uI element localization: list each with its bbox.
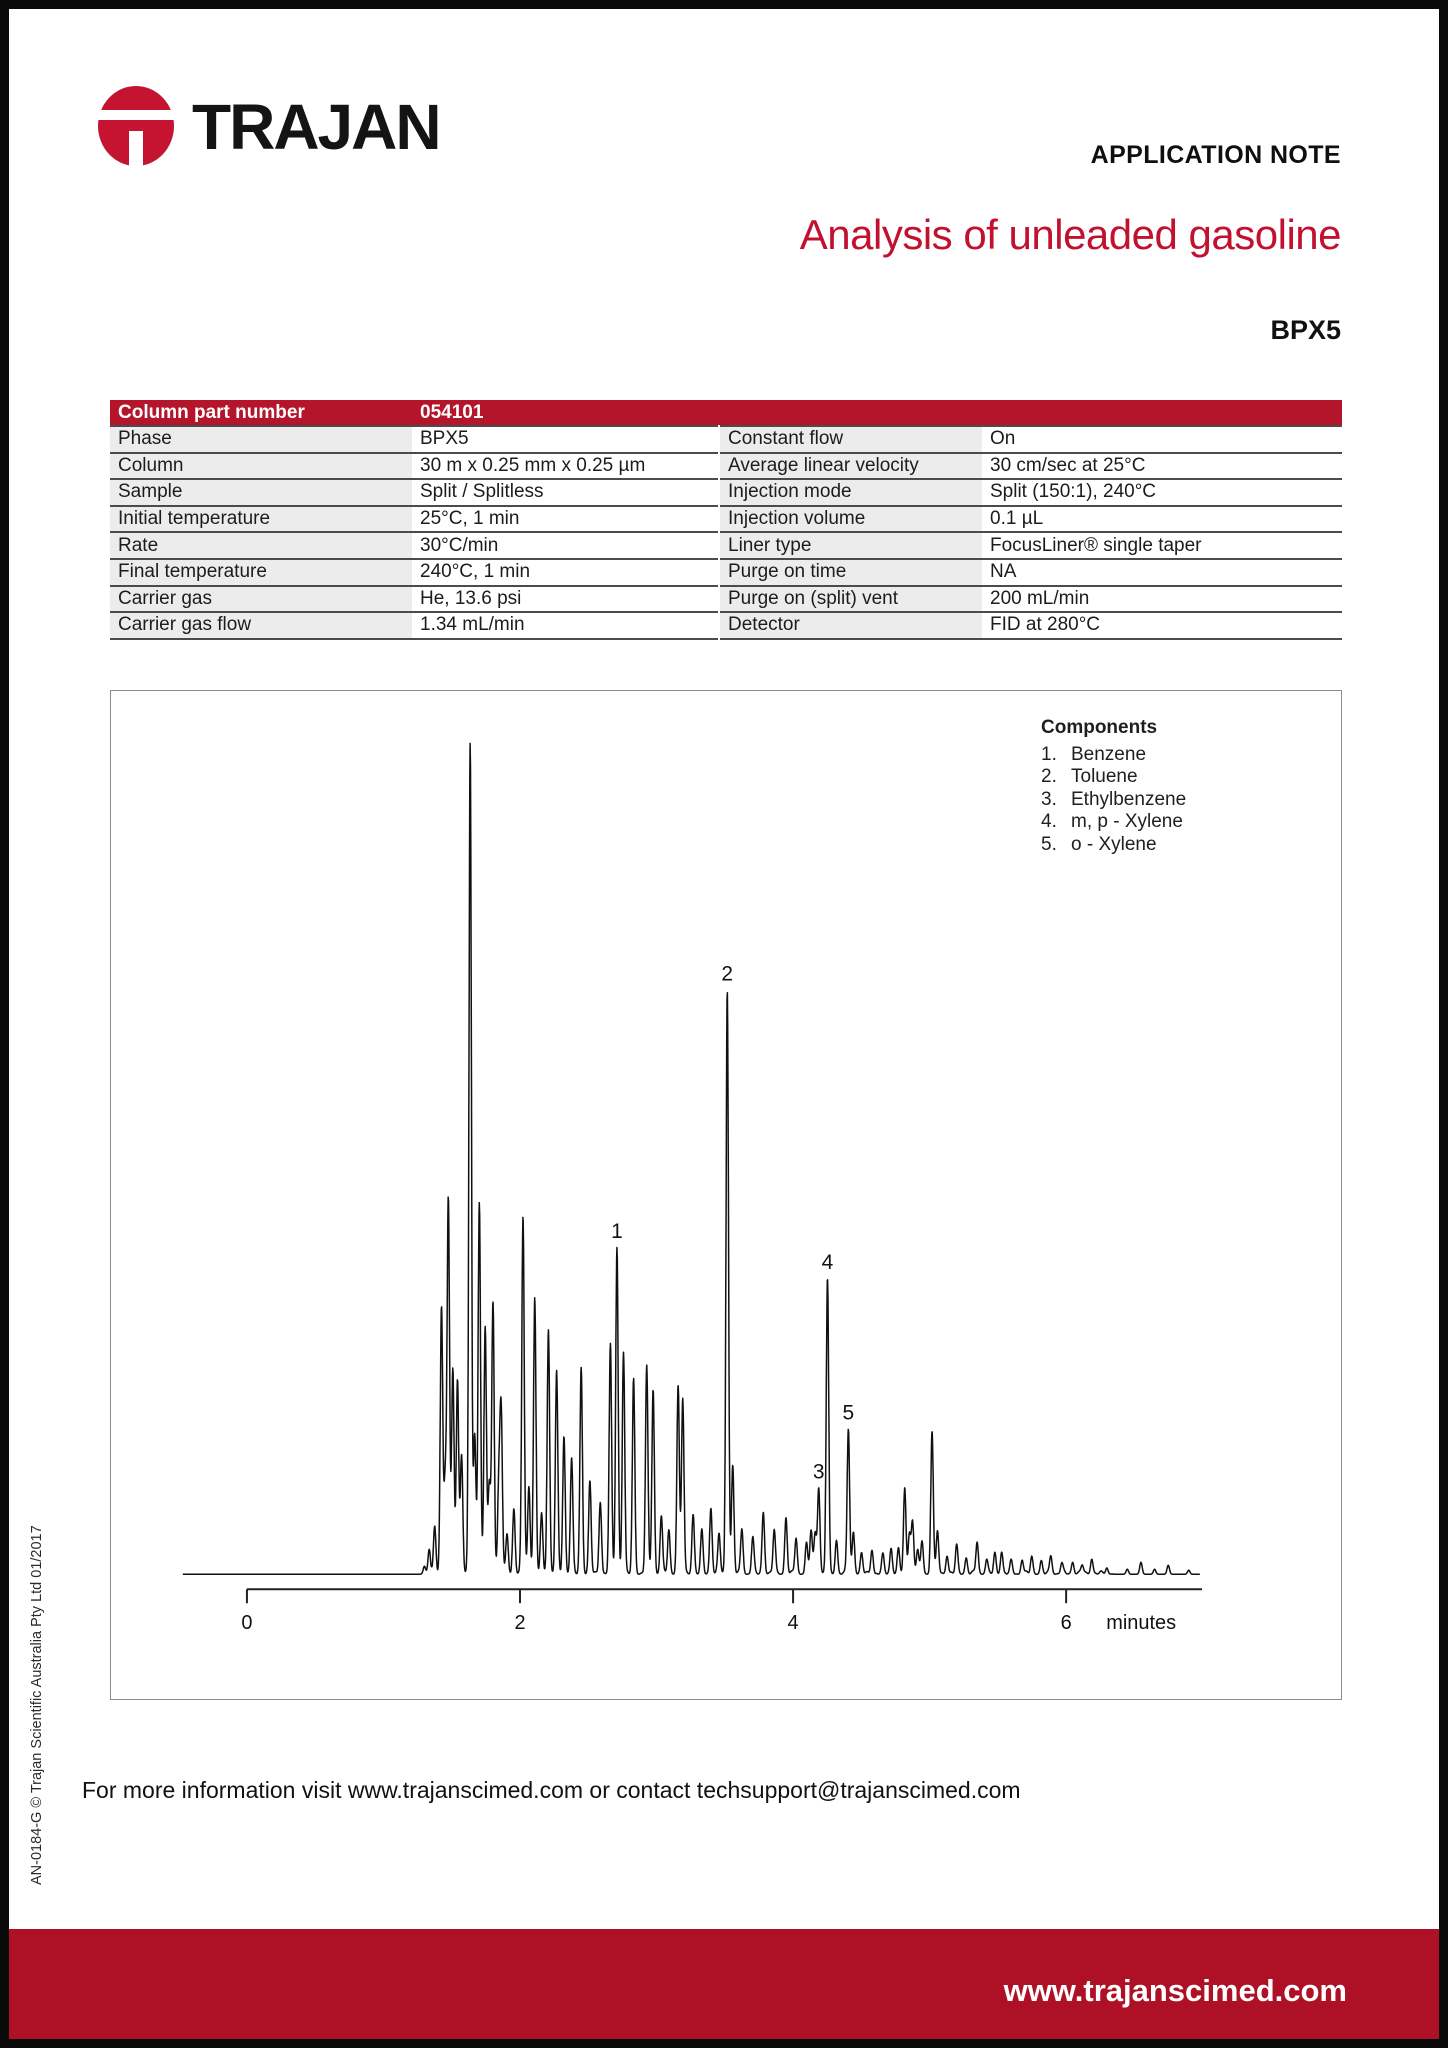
website-url: www.trajanscimed.com — [1003, 1973, 1347, 2008]
spec-table-right — [720, 425, 1342, 640]
spec-label: Final temperature — [110, 559, 412, 586]
spec-label: Rate — [110, 532, 412, 559]
spec-value: Split (150:1), 240°C — [982, 479, 1342, 506]
spec-row — [720, 532, 1342, 559]
legend-item-name: Ethylbenzene — [1071, 788, 1187, 810]
spec-row — [720, 559, 1342, 586]
spec-label: Carrier gas flow — [110, 612, 412, 639]
legend-item — [1041, 766, 1186, 788]
spec-value: 25°C, 1 min — [412, 506, 718, 533]
legend-item — [1041, 789, 1186, 811]
trajan-logo — [97, 85, 440, 169]
spec-row — [110, 426, 718, 453]
spec-row — [110, 453, 718, 480]
x-tick-label: 0 — [241, 1612, 253, 1635]
spec-label: Phase — [110, 426, 412, 453]
page-title: Analysis of unleaded gasoline — [799, 211, 1341, 258]
spec-table-header-row — [110, 400, 1342, 425]
spec-row — [720, 586, 1342, 613]
peak-label-3: 3 — [812, 1460, 825, 1484]
spec-label: Liner type — [720, 532, 982, 559]
x-tick-label: 2 — [514, 1612, 526, 1635]
spec-value: 0.1 µL — [982, 506, 1342, 533]
spec-value: 200 mL/min — [982, 586, 1342, 613]
spec-row — [110, 479, 718, 506]
legend-item-name: o - Xylene — [1071, 833, 1157, 855]
spec-row — [720, 479, 1342, 506]
spec-row — [720, 426, 1342, 453]
spec-row — [720, 453, 1342, 480]
phase-subtitle: BPX5 — [1270, 315, 1341, 345]
spec-label: Purge on time — [720, 559, 982, 586]
spec-row — [110, 559, 718, 586]
spec-label: Carrier gas — [110, 586, 412, 613]
spec-value: On — [982, 426, 1342, 453]
spec-value: 30 m x 0.25 mm x 0.25 µm — [412, 453, 718, 480]
legend-item — [1041, 811, 1186, 833]
components-legend-title: Components — [1041, 717, 1158, 738]
spec-table — [110, 400, 1342, 640]
legend-item-number: 5. — [1041, 833, 1057, 855]
x-axis-unit-label: minutes — [1106, 1612, 1177, 1635]
legend-item-number: 3. — [1041, 788, 1057, 810]
legend-item — [1041, 744, 1186, 766]
website-bar — [9, 1929, 1439, 2039]
legend-item-number: 4. — [1041, 811, 1057, 833]
contact-info-line: For more information visit www.trajanscimed.com or contact techsupport@trajanscimed.com — [82, 1777, 1021, 1803]
spec-label: Column — [110, 453, 412, 480]
peak-label-2: 2 — [721, 962, 734, 986]
legend-item-name: m, p - Xylene — [1071, 811, 1183, 833]
peak-label-1: 1 — [611, 1219, 623, 1243]
spec-row — [110, 506, 718, 533]
spec-label: Constant flow — [720, 426, 982, 453]
spec-value: BPX5 — [412, 426, 718, 453]
spec-row — [720, 506, 1342, 533]
spec-row — [110, 532, 718, 559]
spec-table-left — [110, 425, 718, 640]
spec-value: 240°C, 1 min — [412, 559, 718, 586]
application-note-label: APPLICATION NOTE — [1090, 141, 1341, 169]
peak-label-4: 4 — [821, 1250, 834, 1274]
legend-item-name: Toluene — [1071, 766, 1138, 788]
spec-label: Injection mode — [720, 479, 982, 506]
x-tick-label: 4 — [787, 1612, 799, 1635]
document-reference-vertical: AN-0184-G © Trajan Scientific Australia Pty Ltd 01/2017 — [29, 1525, 45, 1885]
spec-row — [110, 586, 718, 613]
trajan-wordmark: TRAJAN — [192, 91, 440, 163]
spec-value: NA — [982, 559, 1342, 586]
chromatogram-panel — [110, 690, 1342, 1700]
spec-label: Purge on (split) vent — [720, 586, 982, 613]
spec-header-value: 054101 — [420, 401, 484, 423]
spec-header-label: Column part number — [118, 401, 305, 423]
spec-value: 30 cm/sec at 25°C — [982, 453, 1342, 480]
spec-row — [110, 612, 718, 639]
spec-value: 30°C/min — [412, 532, 718, 559]
x-tick-label: 6 — [1060, 1612, 1072, 1635]
legend-item-number: 2. — [1041, 766, 1057, 788]
spec-label: Injection volume — [720, 506, 982, 533]
trajan-egg-icon — [97, 85, 175, 169]
spec-label: Average linear velocity — [720, 453, 982, 480]
spec-row — [720, 612, 1342, 639]
spec-label: Initial temperature — [110, 506, 412, 533]
spec-label: Detector — [720, 612, 982, 639]
spec-value: Split / Splitless — [412, 479, 718, 506]
spec-value: FID at 280°C — [982, 612, 1342, 639]
legend-item-name: Benzene — [1071, 744, 1147, 765]
spec-value: 1.34 mL/min — [412, 612, 718, 639]
spec-value: He, 13.6 psi — [412, 586, 718, 613]
peak-label-5: 5 — [842, 1401, 855, 1425]
chromatogram-trace — [183, 743, 1200, 1574]
legend-item-number: 1. — [1041, 744, 1057, 765]
components-legend — [1041, 717, 1186, 856]
spec-label: Sample — [110, 479, 412, 506]
spec-value: FocusLiner® single taper — [982, 532, 1342, 559]
legend-item — [1041, 834, 1186, 856]
